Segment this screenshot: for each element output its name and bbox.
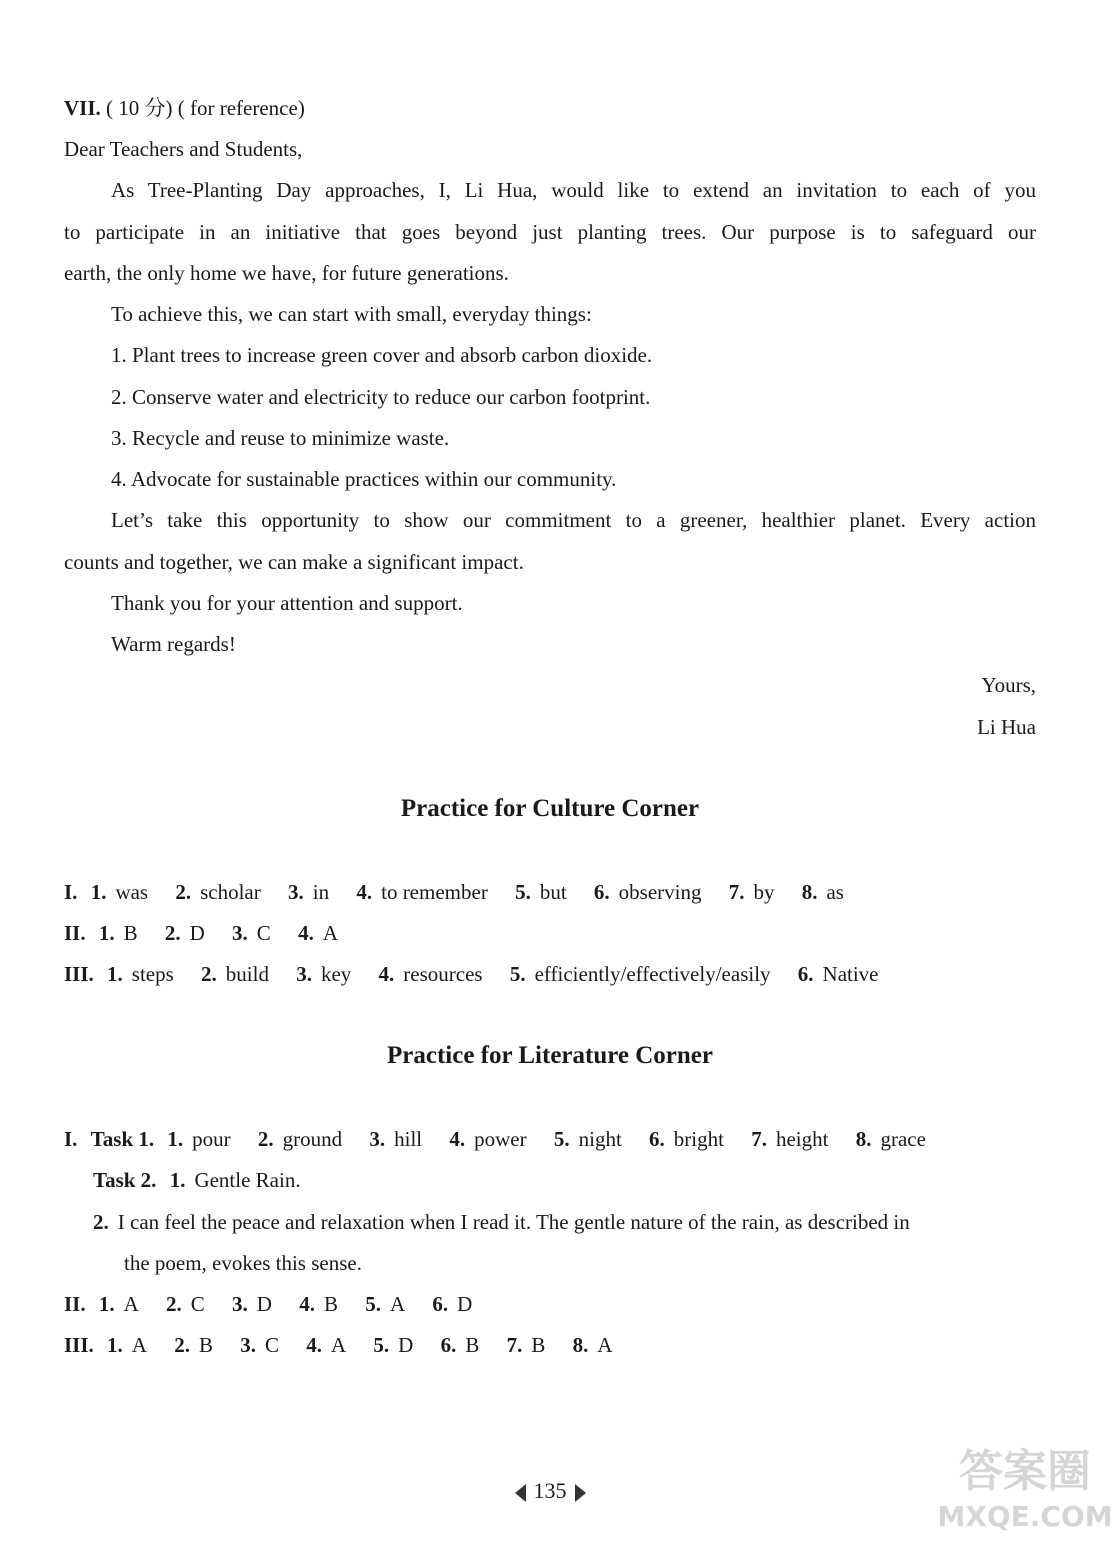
section-vii-number: VII.: [64, 96, 101, 120]
watermark-text-en: MXQE.COM: [937, 1500, 1113, 1533]
culture-section-iii: [64, 960, 901, 988]
answer-item: 8. as: [801, 880, 844, 904]
letter-signature: Li Hua: [977, 715, 1036, 739]
answer-item: 5. but: [515, 880, 567, 904]
answer-item: 2. B: [174, 1333, 213, 1357]
answer-item: 6. observing: [593, 880, 702, 904]
letter-closing: Warm regards!: [111, 632, 236, 656]
answer-item: 7. by: [728, 880, 775, 904]
literature-section-iii: [64, 1331, 635, 1359]
culture-iii-label: III.: [64, 962, 94, 986]
literature-task-2-q2: 2. I can feel the peace and relaxation when I read it. The gentle nature of the rain, as described in: [93, 1210, 910, 1234]
answer-item: 3. D: [232, 1292, 272, 1316]
answer-item: 4. A: [306, 1333, 347, 1357]
letter-paragraph-2: To achieve this, we can start with small, everyday things:: [111, 302, 592, 326]
answer-item: 8. A: [572, 1333, 613, 1357]
literature-section-i-task-1: [64, 1125, 948, 1153]
section-vii-score: ( 10 分) ( for reference): [100, 96, 305, 120]
answer-item: 2. build: [201, 962, 269, 986]
answer-item: 2. C: [166, 1292, 205, 1316]
culture-ii-label: II.: [64, 921, 86, 945]
letter-paragraph-1-line-2: to participate in an initiative that goes beyond just planting trees. Our purpose is to safeguard our: [64, 220, 1036, 244]
task-2-answer-1: Gentle Rain.: [194, 1168, 301, 1192]
task-2-label: Task 2.: [93, 1168, 157, 1192]
letter-list-item-2: 2. Conserve water and electricity to reduce our carbon footprint.: [111, 385, 651, 409]
answer-item: 4. B: [299, 1292, 338, 1316]
culture-i-label: I.: [64, 880, 78, 904]
answer-item: 3. C: [240, 1333, 279, 1357]
answer-item: 5. D: [373, 1333, 414, 1357]
letter-thanks: Thank you for your attention and support.: [111, 591, 463, 615]
answer-item: 5. efficiently/effectively/easily: [509, 962, 771, 986]
letter-list-item-1: 1. Plant trees to increase green cover and absorb carbon dioxide.: [111, 343, 653, 367]
literature-ii-label: II.: [64, 1292, 86, 1316]
section-vii-header: [64, 94, 1036, 122]
right-triangle-icon: [575, 1484, 586, 1502]
watermark-logo: [925, 1438, 1115, 1536]
answer-item: 1. pour: [167, 1127, 231, 1151]
answer-item: 1. A: [98, 1292, 139, 1316]
answer-item: 2. ground: [257, 1127, 343, 1151]
answer-item: 1. A: [107, 1333, 147, 1357]
answer-item: 3. hill: [369, 1127, 423, 1151]
page-number-value: 135: [533, 1478, 567, 1503]
answer-item: 6. B: [440, 1333, 480, 1357]
answer-item: 3. key: [296, 962, 352, 986]
literature-task-2-q1: Task 2. 1. Gentle Rain.: [93, 1168, 301, 1192]
answer-item: 4. resources: [378, 962, 483, 986]
answer-item: 5. A: [365, 1292, 406, 1316]
culture-section-i: [64, 878, 866, 906]
culture-corner-title: Practice for Culture Corner: [400, 795, 700, 822]
literature-i-label: I.: [64, 1127, 78, 1151]
literature-iii-label: III.: [64, 1333, 94, 1357]
answer-item: 1. steps: [107, 962, 174, 986]
task-1-label: Task 1.: [90, 1127, 155, 1151]
answer-item: 7. height: [751, 1127, 829, 1151]
answer-item: 3. in: [288, 880, 330, 904]
answer-item: 7. B: [506, 1333, 546, 1357]
answer-item: 6. D: [432, 1292, 473, 1316]
answer-item: 8. grace: [855, 1127, 926, 1151]
answer-item: 5. night: [553, 1127, 622, 1151]
answer-item: 6. Native: [797, 962, 879, 986]
watermark-icon: [925, 1438, 1115, 1536]
answer-item: 1. was: [90, 880, 149, 904]
culture-section-ii: [64, 919, 360, 947]
letter-paragraph-1-line-1: As Tree-Planting Day approaches, I, Li Hua, would like to extend an invitation to each of you: [111, 178, 1036, 202]
letter-greeting: Dear Teachers and Students,: [64, 137, 303, 161]
answer-item: 1. B: [98, 921, 138, 945]
literature-corner-title: Practice for Literature Corner: [386, 1042, 713, 1069]
letter-paragraph-3-line-2: counts and together, we can make a significant impact.: [64, 550, 524, 574]
watermark-text-cn: 答案圈: [959, 1446, 1091, 1497]
literature-section-ii: [64, 1290, 494, 1318]
answer-item: 4. to remember: [356, 880, 488, 904]
letter-list-item-4: 4. Advocate for sustainable practices within our community.: [111, 467, 617, 491]
answer-item: 4. A: [298, 921, 338, 945]
letter-sign-off: Yours,: [981, 673, 1036, 697]
answer-item: 6. bright: [649, 1127, 724, 1151]
letter-paragraph-3-line-1: Let’s take this opportunity to show our commitment to a greener, healthier planet. Every action: [111, 508, 1036, 532]
left-triangle-icon: [515, 1484, 526, 1502]
answer-item: 2. scholar: [175, 880, 261, 904]
letter-paragraph-1-line-3: earth, the only home we have, for future generations.: [64, 261, 509, 285]
task-2-answer-2-line-2: the poem, evokes this sense.: [124, 1251, 362, 1275]
letter-list-item-3: 3. Recycle and reuse to minimize waste.: [111, 426, 450, 450]
answer-item: 4. power: [449, 1127, 527, 1151]
answer-item: 3. C: [232, 921, 271, 945]
answer-item: 2. D: [164, 921, 205, 945]
task-2-answer-2-line-1: I can feel the peace and relaxation when I read it. The gentle nature of the rain, as described in: [117, 1210, 910, 1234]
